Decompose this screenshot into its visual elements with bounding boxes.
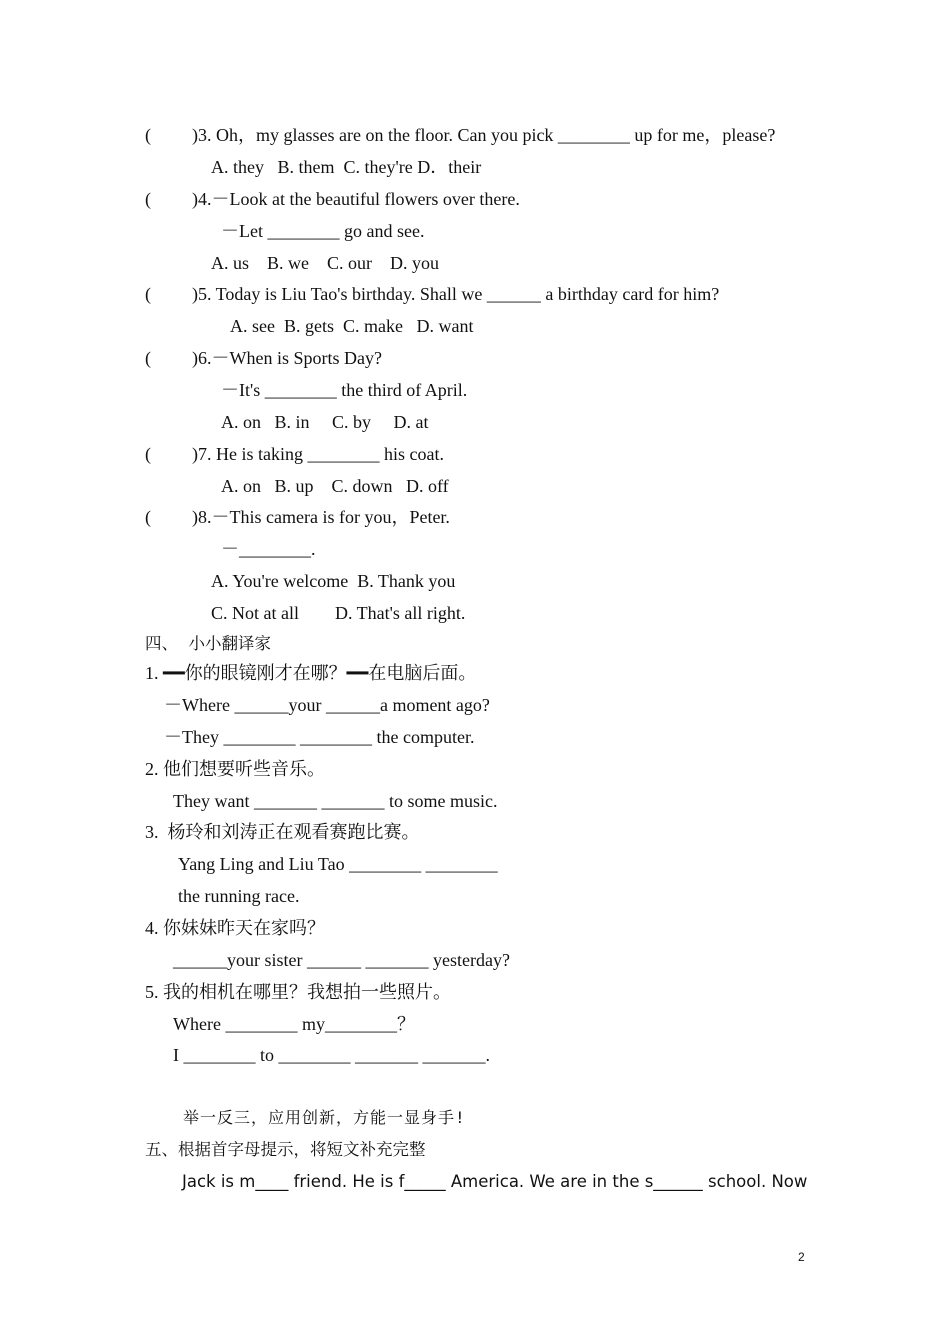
translation-5-en-1: Where ________ my________？ (173, 1014, 415, 1034)
question-8-options-1: A. You're welcome B. Thank you (211, 571, 456, 591)
translation-3-cn: 3. 杨玲和刘涛正在观看赛跑比赛。 (145, 822, 420, 842)
question-6-stem: )6.－When is Sports Day? (192, 348, 382, 368)
translation-5-en-2: I ________ to ________ _______ _______. (173, 1045, 490, 1065)
translation-5-cn: 5. 我的相机在哪里？我想拍一些照片。 (145, 982, 451, 1002)
section-5-passage: Jack is m____ friend. He is f_____ America. We are in the s______ school. Now (182, 1172, 808, 1191)
question-8-reply: －________. (221, 539, 316, 559)
answer-paren: ( (145, 189, 151, 209)
answer-paren: ( (145, 284, 151, 304)
question-5-stem: )5. Today is Liu Tao's birthday. Shall we ______ a birthday card for him? (192, 284, 720, 304)
answer-paren: ( (145, 444, 151, 464)
translation-3-en-1: Yang Ling and Liu Tao ________ ________ (178, 854, 498, 874)
answer-paren: ( (145, 348, 151, 368)
question-4-reply: －Let ________ go and see. (221, 221, 425, 241)
translation-4-en-1: ______your sister ______ _______ yesterday? (173, 950, 510, 970)
translation-3-en-2: the running race. (178, 886, 300, 906)
question-6-options: A. on B. in C. by D. at (221, 412, 429, 432)
motto: 举一反三，应用创新，方能一显身手! (183, 1108, 466, 1127)
translation-2-en-1: They want _______ _______ to some music. (173, 791, 498, 811)
translation-4-cn: 4. 你妹妹昨天在家吗？ (145, 918, 325, 938)
translation-1-en-2: －They ________ ________ the computer. (164, 727, 475, 747)
section-4-heading: 四、 小小翻译家 (145, 634, 271, 653)
question-3-stem: )3. Oh，my glasses are on the floor. Can you pick ________ up for me，please? (192, 125, 776, 145)
question-7-options: A. on B. up C. down D. off (221, 476, 449, 496)
question-6-reply: －It's ________ the third of April. (221, 380, 468, 400)
question-8-stem: )8.－This camera is for you，Peter. (192, 507, 450, 527)
question-4-stem: )4.－Look at the beautiful flowers over there. (192, 189, 520, 209)
question-4-options: A. us B. we C. our D. you (211, 253, 439, 273)
page-number: 2 (798, 1250, 805, 1264)
translation-1-cn: 1. ━━你的眼镜刚才在哪？━━在电脑后面。 (145, 663, 477, 683)
translation-2-cn: 2. 他们想要听些音乐。 (145, 759, 325, 779)
question-5-options: A. see B. gets C. make D. want (230, 316, 474, 336)
answer-paren: ( (145, 125, 151, 145)
question-8-options-2: C. Not at all D. That's all right. (211, 603, 466, 623)
question-3-options: A. they B. them C. they're D．their (211, 157, 482, 177)
section-5-heading: 五、根据首字母提示，将短文补充完整 (145, 1140, 426, 1159)
translation-1-en-1: －Where ______your ______a moment ago? (164, 695, 490, 715)
answer-paren: ( (145, 507, 151, 527)
question-7-stem: )7. He is taking ________ his coat. (192, 444, 444, 464)
